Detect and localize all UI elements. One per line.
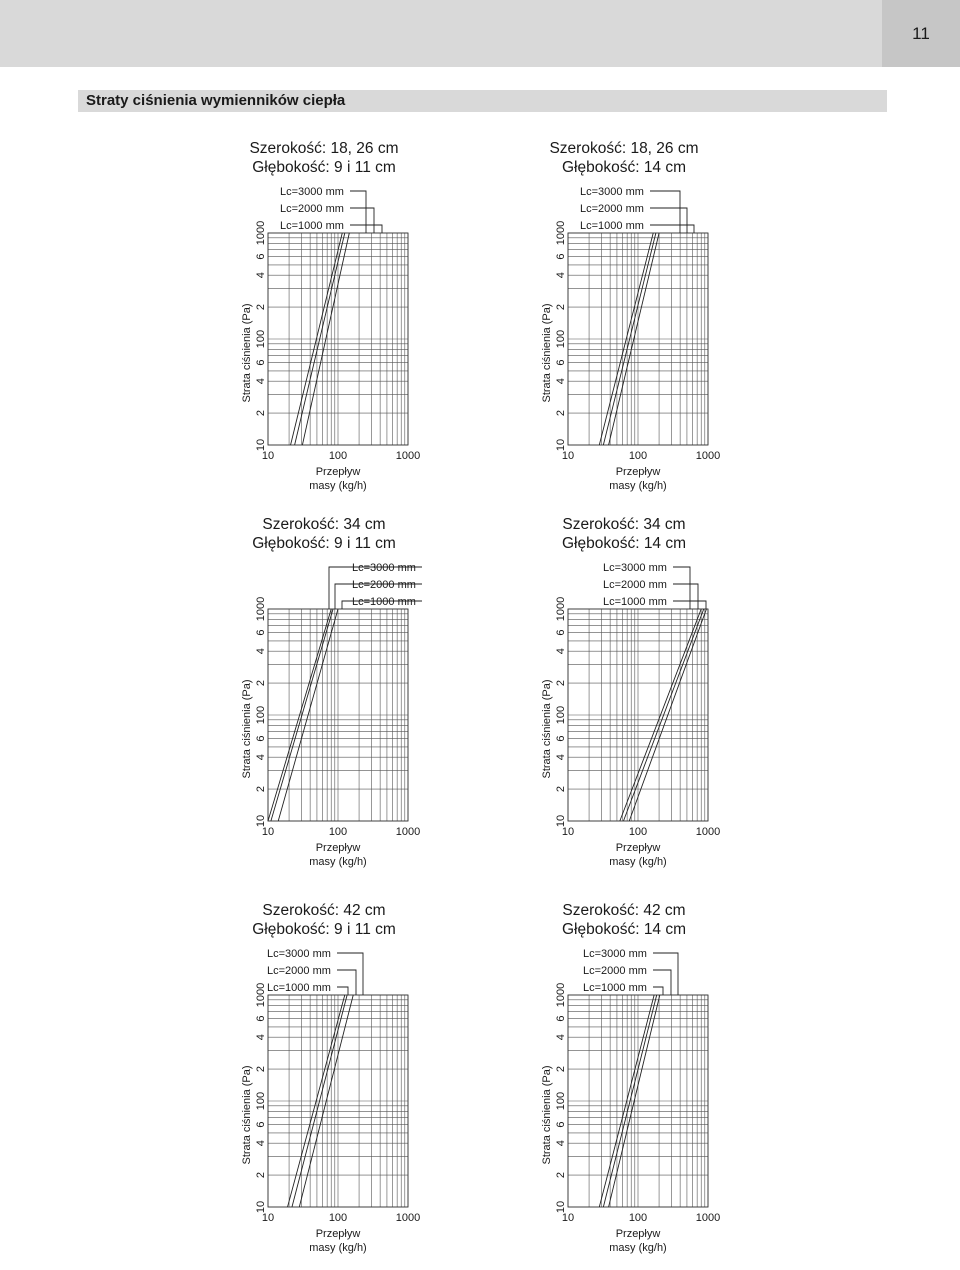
- chart-title-line-2: Głębokość: 14 cm: [561, 921, 687, 938]
- y-tick-label: 1000: [255, 220, 267, 246]
- y-tick-label: 10: [555, 814, 567, 828]
- x-axis-label-line-2: masy (kg/h): [609, 1242, 667, 1254]
- x-tick-label: 100: [328, 450, 348, 462]
- y-axis-label: Strata ciśnienia (Pa): [241, 679, 253, 779]
- legend-label: Lc=2000 mm: [583, 965, 647, 977]
- x-tick-label: 100: [628, 826, 648, 838]
- y-tick-label: 2: [555, 1172, 567, 1179]
- x-tick-label: 10: [561, 450, 575, 462]
- y-tick-label: 100: [555, 705, 567, 725]
- legend-connector: [653, 953, 678, 995]
- chart-panel-4: [540, 514, 840, 884]
- y-tick-label: 6: [255, 629, 267, 636]
- legend-connector: [653, 987, 663, 995]
- x-axis-label-line-2: masy (kg/h): [309, 856, 367, 868]
- chart-title-line-2: Głębokość: 14 cm: [561, 159, 687, 176]
- section-title: Straty ciśnienia wymienników ciepła: [78, 90, 887, 112]
- y-tick-label: 2: [255, 304, 267, 311]
- chart-title-line-1: Szerokość: 18, 26 cm: [549, 140, 699, 157]
- legend-label: Lc=2000 mm: [580, 203, 644, 215]
- y-tick-label: 2: [255, 1066, 267, 1073]
- y-tick-label: 6: [255, 1015, 267, 1022]
- x-axis-label-line-1: Przepływ: [315, 842, 361, 854]
- chart-title-line-1: Szerokość: 42 cm: [562, 902, 686, 919]
- x-axis-label-line-1: Przepływ: [315, 466, 361, 478]
- x-tick-label: 100: [328, 826, 348, 838]
- y-tick-label: 6: [555, 253, 567, 260]
- chart-title-line-2: Głębokość: 9 i 11 cm: [252, 921, 396, 938]
- x-tick-label: 1000: [695, 1212, 721, 1224]
- x-tick-label: 10: [561, 1212, 575, 1224]
- y-tick-label: 4: [255, 1140, 267, 1147]
- y-tick-label: 4: [555, 378, 567, 385]
- y-tick-label: 1000: [555, 982, 567, 1008]
- y-tick-label: 4: [255, 648, 267, 655]
- y-tick-label: 6: [255, 735, 267, 742]
- x-tick-label: 1000: [395, 1212, 421, 1224]
- page-number: 11: [882, 0, 960, 67]
- y-tick-label: 2: [255, 680, 267, 687]
- x-tick-label: 10: [261, 826, 275, 838]
- x-axis-label-line-2: masy (kg/h): [609, 856, 667, 868]
- chart-svg: [540, 900, 840, 1270]
- chart-svg: [540, 138, 840, 508]
- chart-title-line-1: Szerokość: 34 cm: [262, 516, 386, 533]
- legend-label: Lc=2000 mm: [267, 965, 331, 977]
- y-tick-label: 4: [555, 648, 567, 655]
- legend-label: Lc=3000 mm: [280, 186, 344, 198]
- y-tick-label: 6: [255, 359, 267, 366]
- legend-connector: [350, 191, 366, 233]
- legend-connector: [650, 208, 687, 233]
- y-axis-label: Strata ciśnienia (Pa): [241, 303, 253, 403]
- legend-label: Lc=1000 mm: [352, 596, 416, 608]
- y-tick-label: 2: [255, 1172, 267, 1179]
- y-tick-label: 2: [555, 410, 567, 417]
- x-axis-label-line-1: Przepływ: [615, 842, 661, 854]
- legend-connector: [337, 970, 356, 995]
- legend-label: Lc=1000 mm: [603, 596, 667, 608]
- x-axis-label-line-2: masy (kg/h): [609, 480, 667, 492]
- chart-title-line-1: Szerokość: 42 cm: [262, 902, 386, 919]
- header-band: [0, 0, 882, 67]
- legend-connector: [673, 567, 690, 609]
- y-tick-label: 1000: [255, 596, 267, 622]
- chart-svg: [540, 514, 840, 884]
- y-tick-label: 6: [555, 1015, 567, 1022]
- legend-label: Lc=2000 mm: [280, 203, 344, 215]
- y-tick-label: 4: [255, 1034, 267, 1041]
- y-tick-label: 2: [555, 786, 567, 793]
- x-tick-label: 1000: [395, 826, 421, 838]
- y-tick-label: 10: [555, 438, 567, 452]
- legend-label: Lc=3000 mm: [583, 948, 647, 960]
- legend-connector: [337, 987, 348, 995]
- legend-connector: [650, 191, 680, 233]
- chart-panel-5: [240, 900, 540, 1270]
- chart-panel-2: [540, 138, 840, 508]
- chart-svg: [240, 900, 540, 1270]
- y-tick-label: 2: [555, 680, 567, 687]
- y-tick-label: 4: [255, 754, 267, 761]
- legend-connector: [673, 584, 698, 609]
- y-tick-label: 2: [255, 786, 267, 793]
- y-tick-label: 10: [255, 438, 267, 452]
- y-tick-label: 1000: [255, 982, 267, 1008]
- y-tick-label: 6: [555, 735, 567, 742]
- legend-label: Lc=3000 mm: [580, 186, 644, 198]
- chart-svg: [240, 138, 540, 508]
- y-tick-label: 100: [255, 1091, 267, 1111]
- x-tick-label: 1000: [395, 450, 421, 462]
- y-tick-label: 1000: [555, 220, 567, 246]
- x-tick-label: 1000: [695, 826, 721, 838]
- legend-label: Lc=1000 mm: [580, 220, 644, 232]
- y-tick-label: 4: [255, 378, 267, 385]
- legend-connector: [337, 953, 363, 995]
- x-axis-label-line-1: Przepływ: [315, 1228, 361, 1240]
- y-tick-label: 6: [255, 1121, 267, 1128]
- legend-connector: [350, 208, 374, 233]
- chart-title-line-1: Szerokość: 34 cm: [562, 516, 686, 533]
- chart-title-line-2: Głębokość: 9 i 11 cm: [252, 159, 396, 176]
- x-axis-label-line-2: masy (kg/h): [309, 480, 367, 492]
- legend-connector: [673, 601, 706, 609]
- y-axis-label: Strata ciśnienia (Pa): [541, 1065, 553, 1165]
- legend-connector: [653, 970, 671, 995]
- x-tick-label: 10: [261, 1212, 275, 1224]
- y-tick-label: 4: [555, 272, 567, 279]
- x-axis-label-line-1: Przepływ: [615, 1228, 661, 1240]
- legend-label: Lc=1000 mm: [583, 982, 647, 994]
- y-tick-label: 100: [555, 1091, 567, 1111]
- y-tick-label: 100: [555, 329, 567, 349]
- x-tick-label: 10: [261, 450, 275, 462]
- chart-svg: [240, 514, 540, 884]
- legend-label: Lc=3000 mm: [267, 948, 331, 960]
- x-tick-label: 1000: [695, 450, 721, 462]
- y-tick-label: 10: [255, 1200, 267, 1214]
- x-axis-label-line-2: masy (kg/h): [309, 1242, 367, 1254]
- chart-title-line-2: Głębokość: 14 cm: [561, 535, 687, 552]
- y-tick-label: 6: [255, 253, 267, 260]
- chart-title-line-2: Głębokość: 9 i 11 cm: [252, 535, 396, 552]
- x-axis-label-line-1: Przepływ: [615, 466, 661, 478]
- y-axis-label: Strata ciśnienia (Pa): [241, 1065, 253, 1165]
- legend-label: Lc=2000 mm: [603, 579, 667, 591]
- chart-panel-1: [240, 138, 540, 508]
- legend-label: Lc=1000 mm: [280, 220, 344, 232]
- y-tick-label: 2: [555, 304, 567, 311]
- y-tick-label: 100: [255, 329, 267, 349]
- y-tick-label: 10: [555, 1200, 567, 1214]
- y-tick-label: 100: [255, 705, 267, 725]
- y-tick-label: 2: [555, 1066, 567, 1073]
- legend-label: Lc=3000 mm: [603, 562, 667, 574]
- y-axis-label: Strata ciśnienia (Pa): [541, 303, 553, 403]
- y-tick-label: 4: [255, 272, 267, 279]
- y-tick-label: 6: [555, 359, 567, 366]
- chart-panel-6: [540, 900, 840, 1270]
- y-tick-label: 6: [555, 629, 567, 636]
- y-tick-label: 6: [555, 1121, 567, 1128]
- y-axis-label: Strata ciśnienia (Pa): [541, 679, 553, 779]
- legend-label: Lc=1000 mm: [267, 982, 331, 994]
- y-tick-label: 10: [255, 814, 267, 828]
- y-tick-label: 2: [255, 410, 267, 417]
- x-tick-label: 100: [328, 1212, 348, 1224]
- y-tick-label: 4: [555, 1034, 567, 1041]
- chart-title-line-1: Szerokość: 18, 26 cm: [249, 140, 399, 157]
- legend-label: Lc=3000 mm: [352, 562, 416, 574]
- legend-label: Lc=2000 mm: [352, 579, 416, 591]
- y-tick-label: 4: [555, 754, 567, 761]
- y-tick-label: 4: [555, 1140, 567, 1147]
- chart-panel-3: [240, 514, 540, 884]
- x-tick-label: 10: [561, 826, 575, 838]
- x-tick-label: 100: [628, 450, 648, 462]
- x-tick-label: 100: [628, 1212, 648, 1224]
- y-tick-label: 1000: [555, 596, 567, 622]
